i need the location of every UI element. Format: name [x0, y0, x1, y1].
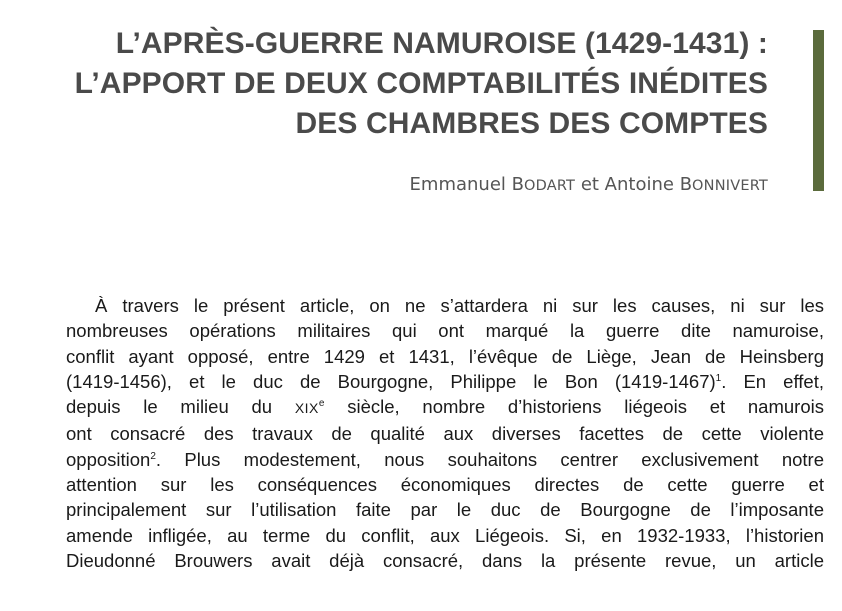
body-line-7: [66, 447, 824, 472]
title-line-2: L’APPORT DE DEUX COMPTABILITÉS INÉDITES: [74, 67, 768, 100]
body-line-5-text-a: depuis le milieu du: [66, 396, 295, 418]
author-1-given-name: Emmanuel: [409, 174, 512, 195]
body-line-1: À travers le présent article, on ne s’attardera ni sur les causes, ni sur les: [95, 295, 824, 316]
article-authors: [410, 173, 768, 198]
century-suffix: e: [318, 398, 325, 410]
title-line-1: L’APRÈS-GUERRE NAMUROISE (1429-1431) :: [115, 27, 768, 60]
author-1-surname-initial: B: [511, 174, 524, 195]
body-line-3: conflit ayant opposé, entre 1429 et 1431, l’évêque de Liège, Jean de Heinsberg: [66, 345, 824, 367]
body-line-5-text-b: siècle, nombre d’historiens liégeois et namurois: [324, 396, 824, 418]
footnote-ref-2[interactable]: 2: [150, 450, 156, 462]
body-line-4: [66, 369, 824, 394]
body-line-6: ont consacré des travaux de qualité aux diverses facettes de cette violente: [66, 423, 824, 445]
author-2-surname-initial: B: [679, 174, 693, 195]
body-line-2: nombreuses opérations militaires qui ont marqué la guerre dite namuroise,: [66, 320, 824, 342]
author-1-surname-rest: ODART: [523, 178, 576, 194]
authors-conjunction: et Antoine: [575, 174, 680, 195]
body-line-7-text-a: opposition: [66, 448, 151, 470]
title-accent-bar: [813, 30, 824, 191]
body-line-4-text-a: (1419-1456), et le duc de Bourgogne, Philippe le Bon (1419-1467): [66, 370, 716, 392]
author-2-surname-rest: ONNIVERT: [692, 178, 768, 194]
body-line-10: amende infligée, au terme du conflit, aux Liégeois. Si, en 1932-1933, l’historien: [66, 524, 824, 546]
century-numeral: XIX: [294, 400, 319, 417]
body-line-8: attention sur les conséquences économiques directes de cette guerre et: [66, 474, 824, 496]
body-line-4-text-b: . En effet,: [721, 370, 824, 392]
article-title: [68, 24, 768, 144]
body-line-9: principalement sur l’utilisation faite par le duc de Bourgogne de l’imposante: [66, 499, 824, 521]
footnote-ref-1[interactable]: 1: [715, 372, 722, 384]
body-line-11: Dieudonné Brouwers avait déjà consacré, dans la présente revue, un article: [66, 549, 824, 571]
title-line-3: DES CHAMBRES DES COMPTES: [295, 107, 768, 140]
body-line-7-text-b: . Plus modestement, nous souhaitons centrer exclusivement notre: [155, 448, 824, 470]
body-paragraph: [66, 293, 824, 573]
body-line-5: [66, 394, 824, 421]
